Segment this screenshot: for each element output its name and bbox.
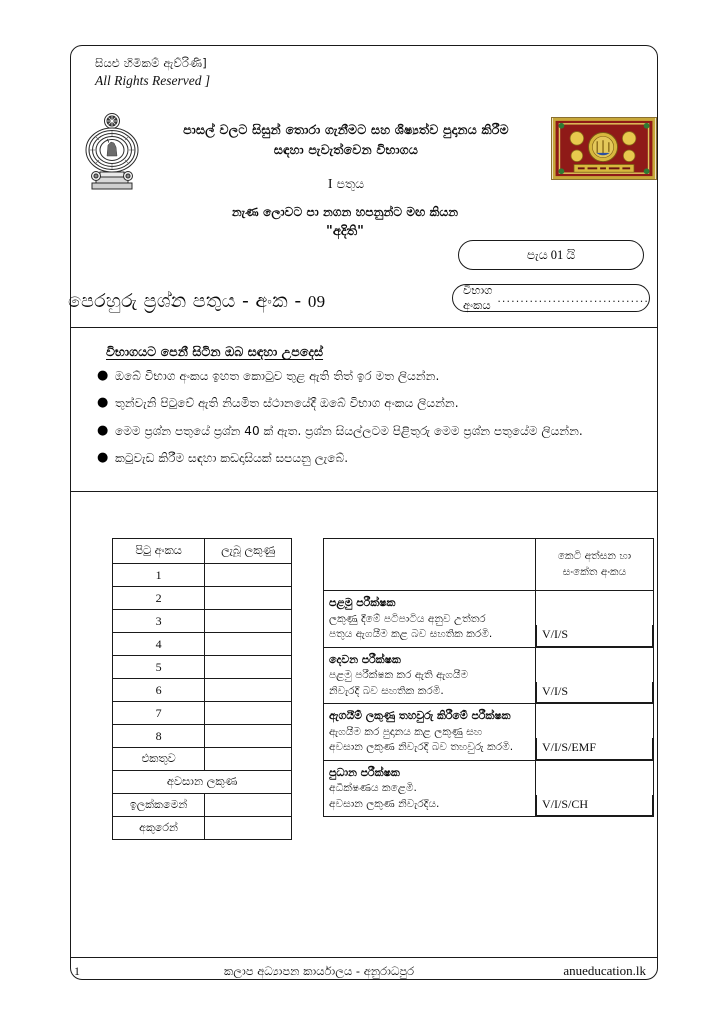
marks-table <box>112 538 292 840</box>
bullet-icon: ● <box>97 395 109 411</box>
examiner-code: V/I/S <box>536 682 653 703</box>
examiner-role: පළමු පරීක්ෂක <box>329 596 396 609</box>
zonal-education-office-logo-icon <box>551 117 657 180</box>
examiner-role: පුධාන පරීක්ෂක <box>329 765 400 779</box>
total-label: එකතුව <box>113 748 205 771</box>
column-header-marks: ලැබූ ලකුණු <box>205 539 292 564</box>
divider-middle <box>70 491 658 492</box>
words-entry-cell[interactable] <box>205 817 292 840</box>
instruction-text: මෙම ප්‍රශ්න පතුයේ ප්‍රශ්න 40 ක් ඇත. ප්‍රශ්න සියල්ලටම පිළිතුරු මෙම ප්‍රශ්න පතුයේම ලියන්න. <box>115 423 583 438</box>
duration-value: 01 <box>550 247 564 262</box>
instruction-text: ඔබේ විභාග අංකය ඉහත කොටුව තුළ ඇති තිත් ඉර මත ලියන්න. <box>115 369 440 383</box>
first-examiner-signature-cell[interactable] <box>536 591 654 648</box>
page-number-cell: 5 <box>113 656 205 679</box>
duration-box <box>458 240 644 270</box>
footer-office-name: කලාප අධ්‍යාපන කාර්යාලය - අනුරාධපුර <box>223 963 415 978</box>
table-row <box>113 610 292 633</box>
examiner-role: ඇගයීම් ලකුණු තහවුරු කිරීමේ පරීක්ෂක <box>329 709 511 723</box>
examiner-desc-line-1: අධීක්ෂණය කළෙමි. <box>329 782 417 795</box>
examiner-certification-table <box>323 538 654 817</box>
practice-paper-dash: - <box>294 290 302 312</box>
practice-paper-heading <box>68 290 325 312</box>
examiner-row <box>324 647 654 704</box>
table-header-row <box>113 539 292 564</box>
paper-word: පතුය <box>336 176 365 191</box>
divider-footer <box>70 957 658 958</box>
table-row-final-header <box>113 771 292 794</box>
instruction-text: තුන්වැනි පිටුවේ ඇති නියමිත ස්ථානයේදී ඔබේ විභාග අංකය ලියන්න. <box>115 396 459 411</box>
column-header-page-number: පිටු අංකය <box>113 539 205 564</box>
divider-top <box>70 327 658 328</box>
table-row-figures <box>113 794 292 817</box>
bullet-icon: ● <box>97 450 109 466</box>
index-number-dotted-line: ................................. <box>497 291 649 305</box>
duration-suffix: යි <box>566 247 576 262</box>
table-row <box>113 564 292 587</box>
list-item <box>97 424 627 439</box>
exam-title-line-1: පාසල් වලට සිසුන් තොරා ගැනීමට සහ ශිෂ්‍යත්ව පුදානය කිරීම <box>183 122 509 137</box>
marks-entry-cell[interactable] <box>205 679 292 702</box>
table-row-words <box>113 817 292 840</box>
examiner-code: V/I/S/EMF <box>536 738 653 759</box>
marks-entry-cell[interactable] <box>205 610 292 633</box>
motto-line: නැණ ලොවට පා නගන හපනුන්ට මඟ කියන <box>231 205 459 219</box>
signature-space[interactable] <box>536 595 653 625</box>
figures-label: ඉලක්කමෙන් <box>113 794 205 817</box>
signature-header-line-2: සංකේත අංකය <box>562 565 627 578</box>
paper-roman-numeral: I <box>327 177 333 192</box>
table-row <box>113 633 292 656</box>
page-footer <box>70 963 658 979</box>
examiner-header-blank <box>324 539 536 591</box>
page-number-cell: 8 <box>113 725 205 748</box>
table-row <box>113 702 292 725</box>
paper-number-line <box>148 176 544 193</box>
second-examiner-cell <box>324 647 536 704</box>
signature-space[interactable] <box>536 652 653 682</box>
examiner-row <box>324 760 654 817</box>
chief-examiner-signature-cell[interactable] <box>536 760 654 817</box>
examiner-header-row <box>324 539 654 591</box>
examiner-row <box>324 591 654 648</box>
figures-entry-cell[interactable] <box>205 794 292 817</box>
second-examiner-signature-cell[interactable] <box>536 647 654 704</box>
table-row <box>113 679 292 702</box>
rights-english-text: All Rights Reserved ] <box>95 72 211 88</box>
footer-website: anueducation.lk <box>563 963 646 978</box>
examiner-desc-line-2: අවසාන ලකුණ නිවැරදි බව තහවුරු කරමි. <box>329 741 514 754</box>
marks-entry-cell[interactable] <box>205 633 292 656</box>
practice-paper-number: 09 <box>307 292 326 311</box>
verification-examiner-signature-cell[interactable] <box>536 704 654 761</box>
exam-title-line-2: සඳහා පැවැත්වෙන විභාගය <box>273 141 419 157</box>
signature-space[interactable] <box>536 765 653 795</box>
examiner-role: දෙවන පරීක්ෂක <box>329 652 401 666</box>
marks-entry-cell[interactable] <box>205 564 292 587</box>
marks-entry-cell[interactable] <box>205 656 292 679</box>
footer-page-number: 1 <box>74 963 80 978</box>
bullet-icon: ● <box>97 422 109 438</box>
rights-sinhala-text: සියළු හිමිකම් ඇව්රිණි] <box>95 56 207 70</box>
table-row <box>113 656 292 679</box>
words-label: අකුරෙන් <box>113 817 205 840</box>
examiner-code: V/I/S/CH <box>536 795 653 816</box>
verification-examiner-cell <box>324 704 536 761</box>
signature-header-line-1: කෙටි අත්සන හා <box>557 550 632 563</box>
table-row <box>113 587 292 610</box>
chief-examiner-cell <box>324 760 536 817</box>
table-row-total <box>113 748 292 771</box>
instructions-list <box>97 369 627 479</box>
page-number-cell: 7 <box>113 702 205 725</box>
motto-word: "අදිති" <box>326 224 364 239</box>
examiner-desc-line-1: ඇගයීම කර පුදානය කළ ලකුණු සහ <box>329 725 483 738</box>
marks-entry-cell[interactable] <box>205 587 292 610</box>
marks-entry-cell[interactable] <box>205 725 292 748</box>
list-item <box>97 369 627 384</box>
list-item <box>97 451 627 466</box>
index-number-label: විභාග අංකය <box>463 283 493 312</box>
examiner-desc-line-2: නිවැරදි බව සහතික කරමි. <box>329 684 444 697</box>
duration-prefix: පැය <box>526 247 548 262</box>
total-entry-cell[interactable] <box>205 748 292 771</box>
table-row <box>113 725 292 748</box>
examiner-desc-line-1: ලකුණු දීමේ පටිපාටිය අනුව උත්තර <box>329 612 486 625</box>
examiner-desc-line-1: පළමු පරීක්ෂක කර ඇති ඇගයීම <box>329 669 469 682</box>
index-number-field[interactable] <box>452 284 650 312</box>
rights-reserved-block <box>95 56 210 90</box>
page-number-cell: 6 <box>113 679 205 702</box>
list-item <box>97 396 627 411</box>
instruction-text: කටුවැඩ කිරීම සඳහා කඩදාසියක් සපයනු ලැබේ. <box>115 451 349 466</box>
examiner-desc-line-2: පතුය ඇගයීම කළ බව සහතික කරමි. <box>329 628 493 641</box>
exam-title <box>148 120 544 159</box>
examiner-code: V/I/S <box>536 625 653 646</box>
instructions-heading: විභාගයට පෙනී සිටින ඔබ සඳහා උපදෙස් <box>106 344 324 359</box>
sri-lanka-national-emblem-icon <box>78 112 146 194</box>
examiner-row <box>324 704 654 761</box>
signature-code-header <box>536 539 654 591</box>
bullet-icon: ● <box>97 368 109 383</box>
page-number-cell: 3 <box>113 610 205 633</box>
page-number-cell: 2 <box>113 587 205 610</box>
signature-space[interactable] <box>536 708 653 738</box>
first-examiner-cell <box>324 591 536 648</box>
practice-paper-label: පෙරහුරු ප්‍රශ්න පතුය - අංක <box>68 290 289 312</box>
examiner-desc-line-2: අවසාන ලකුණ නිවැරදිය. <box>329 797 440 810</box>
page-number-cell: 4 <box>113 633 205 656</box>
marks-entry-cell[interactable] <box>205 702 292 725</box>
page-number-cell: 1 <box>113 564 205 587</box>
final-marks-label: අවසාන ලකුණ <box>113 771 292 794</box>
